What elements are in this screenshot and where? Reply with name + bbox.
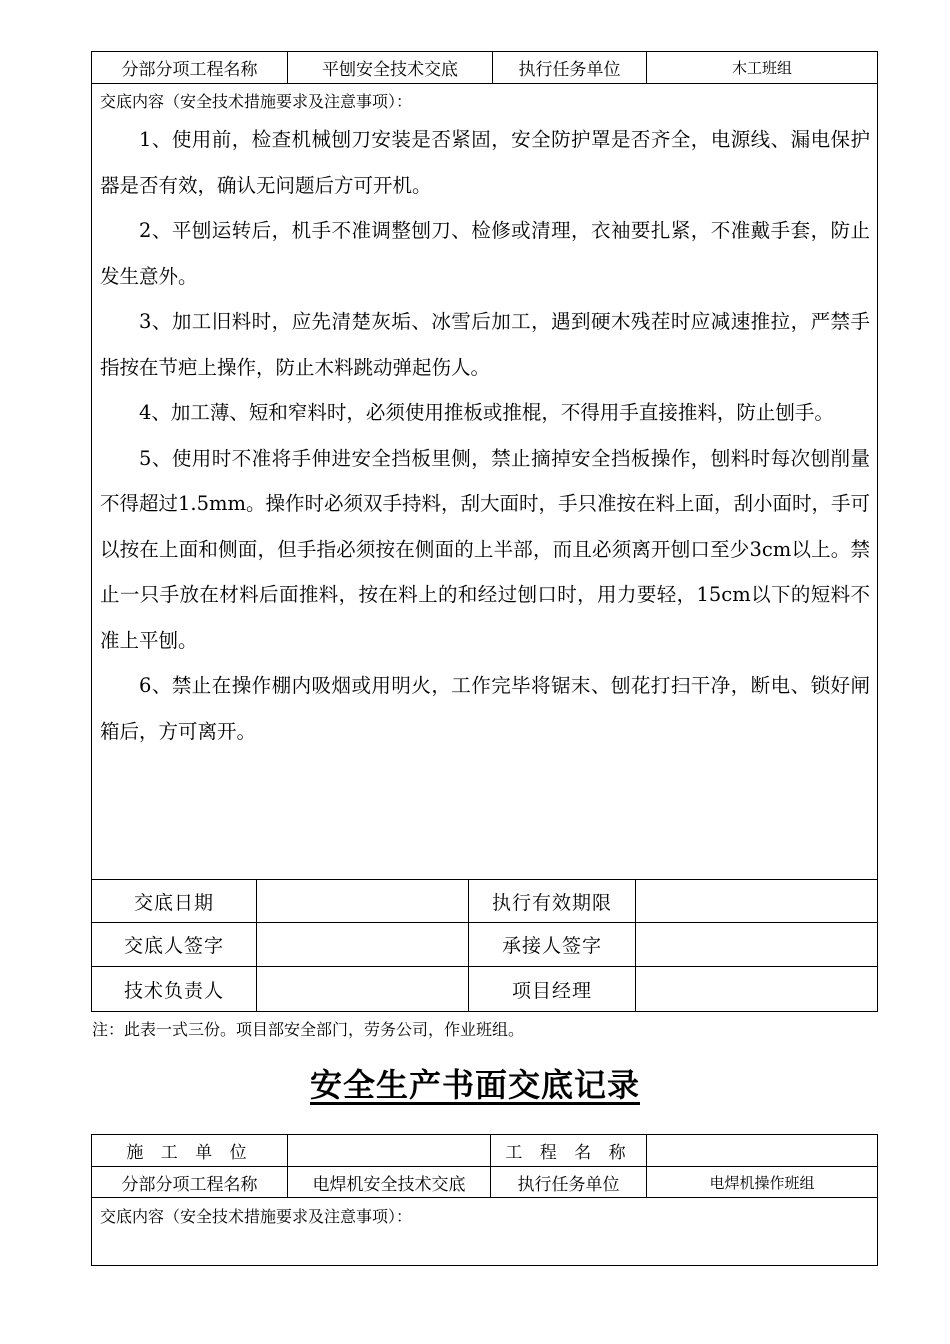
content-label-2: 交底内容（安全技术措施要求及注意事项）：	[100, 1207, 413, 1226]
validity-period-value[interactable]	[636, 880, 877, 922]
discloser-signature-field[interactable]	[257, 923, 468, 966]
content-label: 交底内容（安全技术措施要求及注意事项）：	[100, 92, 413, 111]
project-name-label: 工 程 名 称	[505, 1143, 632, 1163]
exec-unit-label-2: 执行任务单位	[517, 1174, 620, 1195]
disclosure-body	[100, 117, 870, 754]
paragraph-5: 5、使用时不准将手伸进安全挡板里侧，禁止摘掉安全挡板操作，刨料时每次刨削量不得超过1.5mm。操作时必须双手持料，刮大面时，手只准按在料上面，刮小面时，手可以按在上面和侧面，但手指必须按在侧面的上半部，而且必须离开刨口至少3cm以上。禁止一只手放在材料后面推料，按在料上的和经过刨口时，用力要轻，15cm以下的短料不准上平刨。	[100, 446, 870, 652]
exec-unit-value-2: 电焊机操作班组	[709, 1173, 815, 1192]
exec-unit-label: 执行任务单位	[518, 60, 621, 80]
project-manager-label: 项目经理	[511, 979, 592, 1002]
discloser-signature-label: 交底人签字	[123, 935, 224, 957]
project-name-value[interactable]	[647, 1135, 877, 1166]
paragraph-6: 6、禁止在操作棚内吸烟或用明火，工作完毕将锯末、刨花打扫干净，断电、锁好闸箱后，方可离开。	[100, 674, 870, 743]
sub-project-value: 平刨安全技术交底	[322, 60, 458, 80]
exec-unit-value: 木工班组	[731, 59, 792, 77]
sub-project-label-2: 分部分项工程名称	[121, 1174, 258, 1195]
construction-unit-label: 施 工 单 位	[126, 1143, 253, 1163]
construction-unit-value[interactable]	[288, 1135, 490, 1166]
disclosure-date-value[interactable]	[257, 880, 468, 922]
sub-project-label: 分部分项工程名称	[121, 60, 258, 80]
validity-period-label: 执行有效期限	[491, 891, 612, 914]
receiver-signature-field[interactable]	[636, 923, 877, 966]
paragraph-2: 2、平刨运转后，机手不准调整刨刀、检修或清理，衣袖要扎紧，不准戴手套，防止发生意外。	[100, 219, 870, 288]
tech-lead-field[interactable]	[257, 967, 468, 1011]
tech-lead-label: 技术负责人	[123, 979, 224, 1002]
receiver-signature-label: 承接人签字	[501, 935, 602, 957]
paragraph-3: 3、加工旧料时，应先清楚灰垢、冰雪后加工，遇到硬木残茬时应减速推拉，严禁手指按在节疤上操作，防止木料跳动弹起伤人。	[100, 310, 870, 379]
paragraph-1: 1、使用前，检查机械刨刀安装是否紧固，安全防护罩是否齐全，电源线、漏电保护器是否有效，确认无问题后方可开机。	[100, 128, 870, 197]
project-manager-field[interactable]	[636, 967, 877, 1011]
disclosure-date-label: 交底日期	[133, 891, 214, 914]
section-title: 安全生产书面交底记录	[309, 1066, 640, 1104]
paragraph-4: 4、加工薄、短和窄料时，必须使用推板或推棍，不得用手直接推料，防止刨手。	[139, 401, 834, 424]
sub-project-value-2: 电焊机安全技术交底	[312, 1174, 466, 1195]
copies-note: 注：此表一式三份。项目部安全部门，劳务公司，作业班组。	[92, 1020, 525, 1039]
